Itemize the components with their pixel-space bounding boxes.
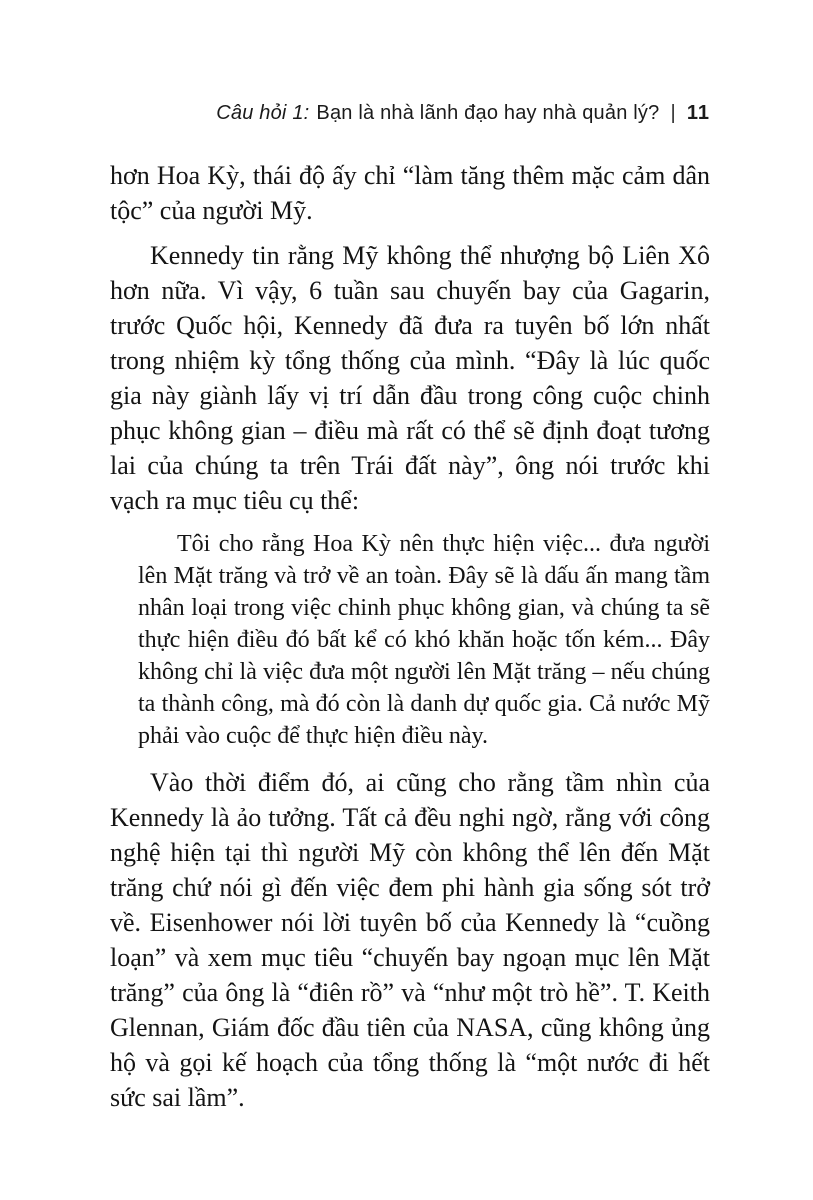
running-header xyxy=(216,102,710,125)
chapter-label: Câu hỏi 1: xyxy=(216,102,310,124)
page-body xyxy=(110,158,710,1125)
kennedy-moon-quote: Tôi cho rằng Hoa Kỳ nên thực hiện việc... đưa người lên Mặt trăng và trở về an toàn. Đây sẽ là dấu ấn mang tầm nhân loại trong việc chinh phục không gian, và chúng ta sẽ thực hiện điều đó bất kể có khó khăn hoặc tốn kém... Đây không chỉ là việc đưa một người lên Mặt trăng – nếu chúng ta thành công, mà đó còn là danh dự quốc gia. Cả nước Mỹ phải vào cuộc để thực hiện điều này. xyxy=(138,531,710,749)
chapter-title: Bạn là nhà lãnh đạo hay nhà quản lý? xyxy=(316,102,660,124)
header-separator: | xyxy=(670,102,676,124)
paragraph-continued: hơn Hoa Kỳ, thái độ ấy chỉ “làm tăng thêm mặc cảm dân tộc” của người Mỹ. xyxy=(110,161,710,225)
paragraph-skepticism: Vào thời điểm đó, ai cũng cho rằng tầm nhìn của Kennedy là ảo tưởng. Tất cả đều nghi ngờ, rằng với công nghệ hiện tại thì người Mỹ còn không thể lên đến Mặt trăng chứ nói gì đến việc đem phi hành gia sống sót trở về. Eisenhower nói lời tuyên bố của Kennedy là “cuồng loạn” và xem mục tiêu “chuyến bay ngoạn mục lên Mặt trăng” của ông là “điên rồ” và “như một trò hề”. T. Keith Glennan, Giám đốc đầu tiên của NASA, cũng không ủng hộ và gọi kế hoạch của tổng thống là “một nước đi hết sức sai lầm”. xyxy=(110,768,710,1112)
paragraph-kennedy-announcement: Kennedy tin rằng Mỹ không thể nhượng bộ Liên Xô hơn nữa. Vì vậy, 6 tuần sau chuyến bay của Gagarin, trước Quốc hội, Kennedy đã đưa ra tuyên bố lớn nhất trong nhiệm kỳ tổng thống của mình. “Đây là lúc quốc gia này giành lấy vị trí dẫn đầu trong công cuộc chinh phục không gian – điều mà rất có thể sẽ định đoạt tương lai của chúng ta trên Trái đất này”, ông nói trước khi vạch ra mục tiêu cụ thể: xyxy=(110,241,710,515)
page-number: 11 xyxy=(686,102,710,124)
